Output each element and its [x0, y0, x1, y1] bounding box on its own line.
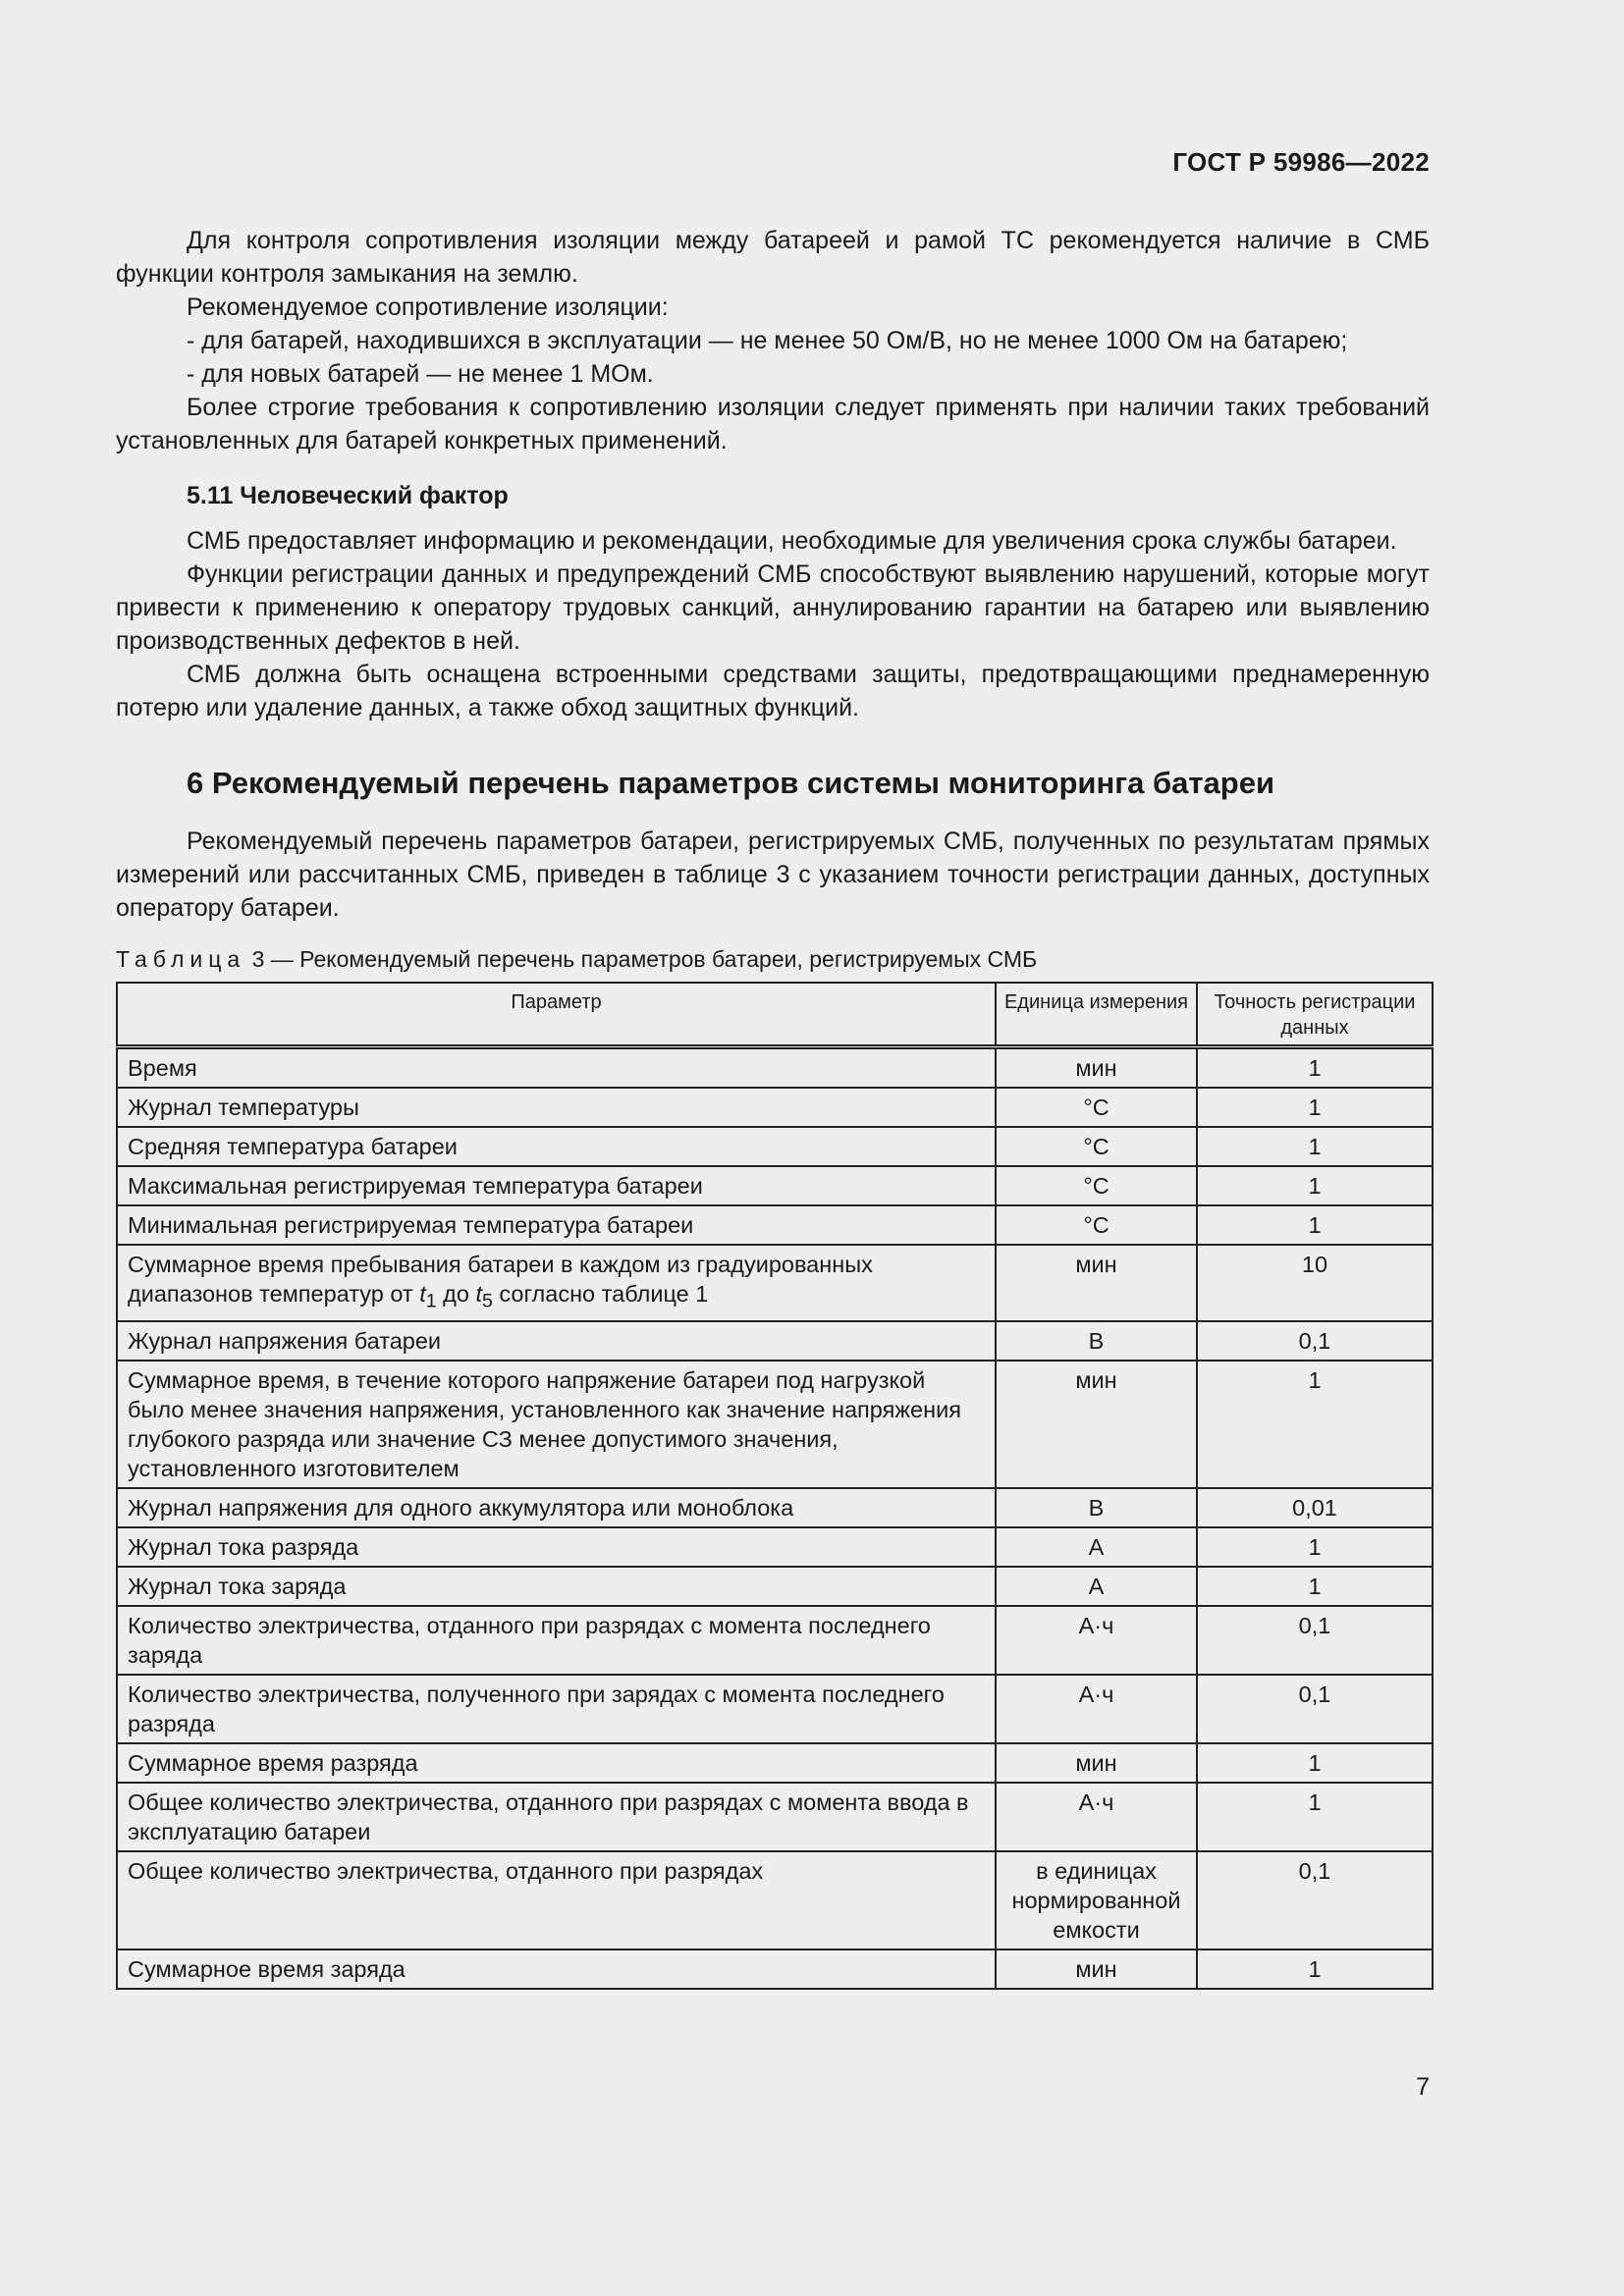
- param-cell: Средняя температура батареи: [117, 1127, 996, 1166]
- paragraph: Рекомендуемый перечень параметров батареи, регистрируемых СМБ, полученных по результатам прямых измерений или рассчитанных СМБ, приведен в таблице 3 с указанием точности регистрации данных, доступных оператору батареи.: [116, 828, 1430, 922]
- header-accuracy: Точность регистрации данных: [1197, 983, 1433, 1047]
- paragraph: СМБ предоставляет информацию и рекомендации, необходимые для увеличения срока службы батареи.: [187, 527, 1397, 555]
- table-caption-text: 3 — Рекомендуемый перечень параметров батареи, регистрируемых СМБ: [251, 946, 1038, 972]
- table-row: [117, 1783, 1433, 1851]
- table-row: [117, 1527, 1433, 1567]
- param-cell: Журнал тока разряда: [117, 1527, 996, 1567]
- accuracy-cell: 0,1: [1197, 1851, 1433, 1949]
- header-parameter: Параметр: [117, 983, 996, 1047]
- unit-cell: мин: [996, 1949, 1197, 1989]
- header-unit: Единица измерения: [996, 983, 1197, 1047]
- unit-cell: °С: [996, 1088, 1197, 1127]
- parameters-table: [116, 982, 1434, 1990]
- param-text: до: [436, 1281, 476, 1307]
- accuracy-cell: 1: [1197, 1166, 1433, 1205]
- unit-cell: А·ч: [996, 1675, 1197, 1743]
- accuracy-cell: 1: [1197, 1205, 1433, 1245]
- table-row: [117, 1851, 1433, 1949]
- accuracy-cell: 1: [1197, 1527, 1433, 1567]
- table-caption-label: Таблица: [116, 946, 246, 972]
- param-cell: Время: [117, 1047, 996, 1089]
- list-item: - для новых батарей — не менее 1 МОм.: [187, 360, 654, 388]
- document-id: ГОСТ Р 59986—2022: [1172, 147, 1430, 177]
- table-row: [117, 1166, 1433, 1205]
- param-cell: Общее количество электричества, отданного при разрядах с момента ввода в эксплуатацию батареи: [117, 1783, 996, 1851]
- accuracy-cell: 0,1: [1197, 1675, 1433, 1743]
- unit-cell: В: [996, 1321, 1197, 1361]
- paragraph: Для контроля сопротивления изоляции между батареей и рамой ТС рекомендуется наличие в СМБ функции контроля замыкания на землю.: [116, 227, 1430, 288]
- param-cell: Общее количество электричества, отданного при разрядах: [117, 1851, 996, 1949]
- paragraph: Функции регистрации данных и предупреждений СМБ способствуют выявлению нарушений, которые могут привести к применению к оператору трудовых санкций, аннулированию гарантии на батарею или выявлению производственных дефектов в ней.: [116, 561, 1430, 655]
- param-cell: Количество электричества, полученного при зарядах с момента последнего разряда: [117, 1675, 996, 1743]
- table-row: [117, 1245, 1433, 1321]
- accuracy-cell: 10: [1197, 1245, 1433, 1321]
- page-content: [116, 224, 1430, 1990]
- unit-cell: °С: [996, 1166, 1197, 1205]
- accuracy-cell: 0,1: [1197, 1606, 1433, 1675]
- list-item: - для батарей, находившихся в эксплуатации — не менее 50 Ом/В, но не менее 1000 Ом на батарею;: [187, 327, 1348, 354]
- variable-t: t: [475, 1281, 482, 1307]
- unit-cell: мин: [996, 1047, 1197, 1089]
- accuracy-cell: 0,01: [1197, 1488, 1433, 1527]
- paragraph: Рекомендуемое сопротивление изоляции:: [187, 294, 669, 321]
- section-heading: 5.11 Человеческий фактор: [187, 482, 509, 509]
- paragraph: СМБ должна быть оснащена встроенными средствами защиты, предотвращающими преднамеренную потерю или удаление данных, а также обход защитных функций.: [116, 661, 1430, 721]
- subscript: 1: [425, 1290, 437, 1312]
- paragraph: Более строгие требования к сопротивлению изоляции следует применять при наличии таких требований установленных для батарей конкретных применений.: [116, 394, 1430, 454]
- param-cell: Журнал напряжения для одного аккумулятора или моноблока: [117, 1488, 996, 1527]
- param-cell: Минимальная регистрируемая температура батареи: [117, 1205, 996, 1245]
- unit-cell: А: [996, 1567, 1197, 1606]
- table-row: [117, 1127, 1433, 1166]
- table-row: [117, 1321, 1433, 1361]
- table-row: [117, 1675, 1433, 1743]
- variable-t: t: [419, 1281, 426, 1307]
- accuracy-cell: 1: [1197, 1949, 1433, 1989]
- table-row: [117, 1743, 1433, 1783]
- table-caption: [116, 944, 1430, 974]
- table-header-row: [117, 983, 1433, 1047]
- table-row: [117, 1606, 1433, 1675]
- unit-cell: °С: [996, 1127, 1197, 1166]
- accuracy-cell: 1: [1197, 1361, 1433, 1488]
- accuracy-cell: 1: [1197, 1783, 1433, 1851]
- param-cell: Количество электричества, отданного при разрядах с момента последнего заряда: [117, 1606, 996, 1675]
- unit-cell: мин: [996, 1245, 1197, 1321]
- unit-cell: В: [996, 1488, 1197, 1527]
- param-cell: Журнал тока заряда: [117, 1567, 996, 1606]
- accuracy-cell: 1: [1197, 1047, 1433, 1089]
- table-row: [117, 1205, 1433, 1245]
- accuracy-cell: 1: [1197, 1088, 1433, 1127]
- table-row: [117, 1949, 1433, 1989]
- param-cell: Суммарное время разряда: [117, 1743, 996, 1783]
- param-cell: [117, 1245, 996, 1321]
- accuracy-cell: 1: [1197, 1743, 1433, 1783]
- table-row: [117, 1047, 1433, 1089]
- param-cell: Журнал напряжения батареи: [117, 1321, 996, 1361]
- unit-cell: А·ч: [996, 1606, 1197, 1675]
- accuracy-cell: 1: [1197, 1567, 1433, 1606]
- unit-cell: мин: [996, 1743, 1197, 1783]
- accuracy-cell: 1: [1197, 1127, 1433, 1166]
- param-cell: Журнал температуры: [117, 1088, 996, 1127]
- table-row: [117, 1567, 1433, 1606]
- param-cell: Максимальная регистрируемая температура батареи: [117, 1166, 996, 1205]
- unit-cell: в единицах нормированной емкости: [996, 1851, 1197, 1949]
- subscript: 5: [481, 1290, 493, 1312]
- param-cell: Суммарное время заряда: [117, 1949, 996, 1989]
- param-cell: Суммарное время, в течение которого напряжение батареи под нагрузкой было менее значения напряжения, установленного как значение напряжения глубокого разряда или значение СЗ менее допустимого значения, установленного изготовителем: [117, 1361, 996, 1488]
- unit-cell: А·ч: [996, 1783, 1197, 1851]
- table-row: [117, 1361, 1433, 1488]
- table-row: [117, 1488, 1433, 1527]
- param-text: согласно таблице 1: [492, 1281, 709, 1307]
- unit-cell: °С: [996, 1205, 1197, 1245]
- page-number: 7: [1416, 2073, 1430, 2101]
- unit-cell: А: [996, 1527, 1197, 1567]
- accuracy-cell: 0,1: [1197, 1321, 1433, 1361]
- table-row: [117, 1088, 1433, 1127]
- param-text: Суммарное время пребывания батареи в каждом из градуированных диапазонов температур от: [128, 1252, 873, 1307]
- unit-cell: мин: [996, 1361, 1197, 1488]
- section-title: 6 Рекомендуемый перечень параметров системы мониторинга батареи: [187, 766, 1275, 800]
